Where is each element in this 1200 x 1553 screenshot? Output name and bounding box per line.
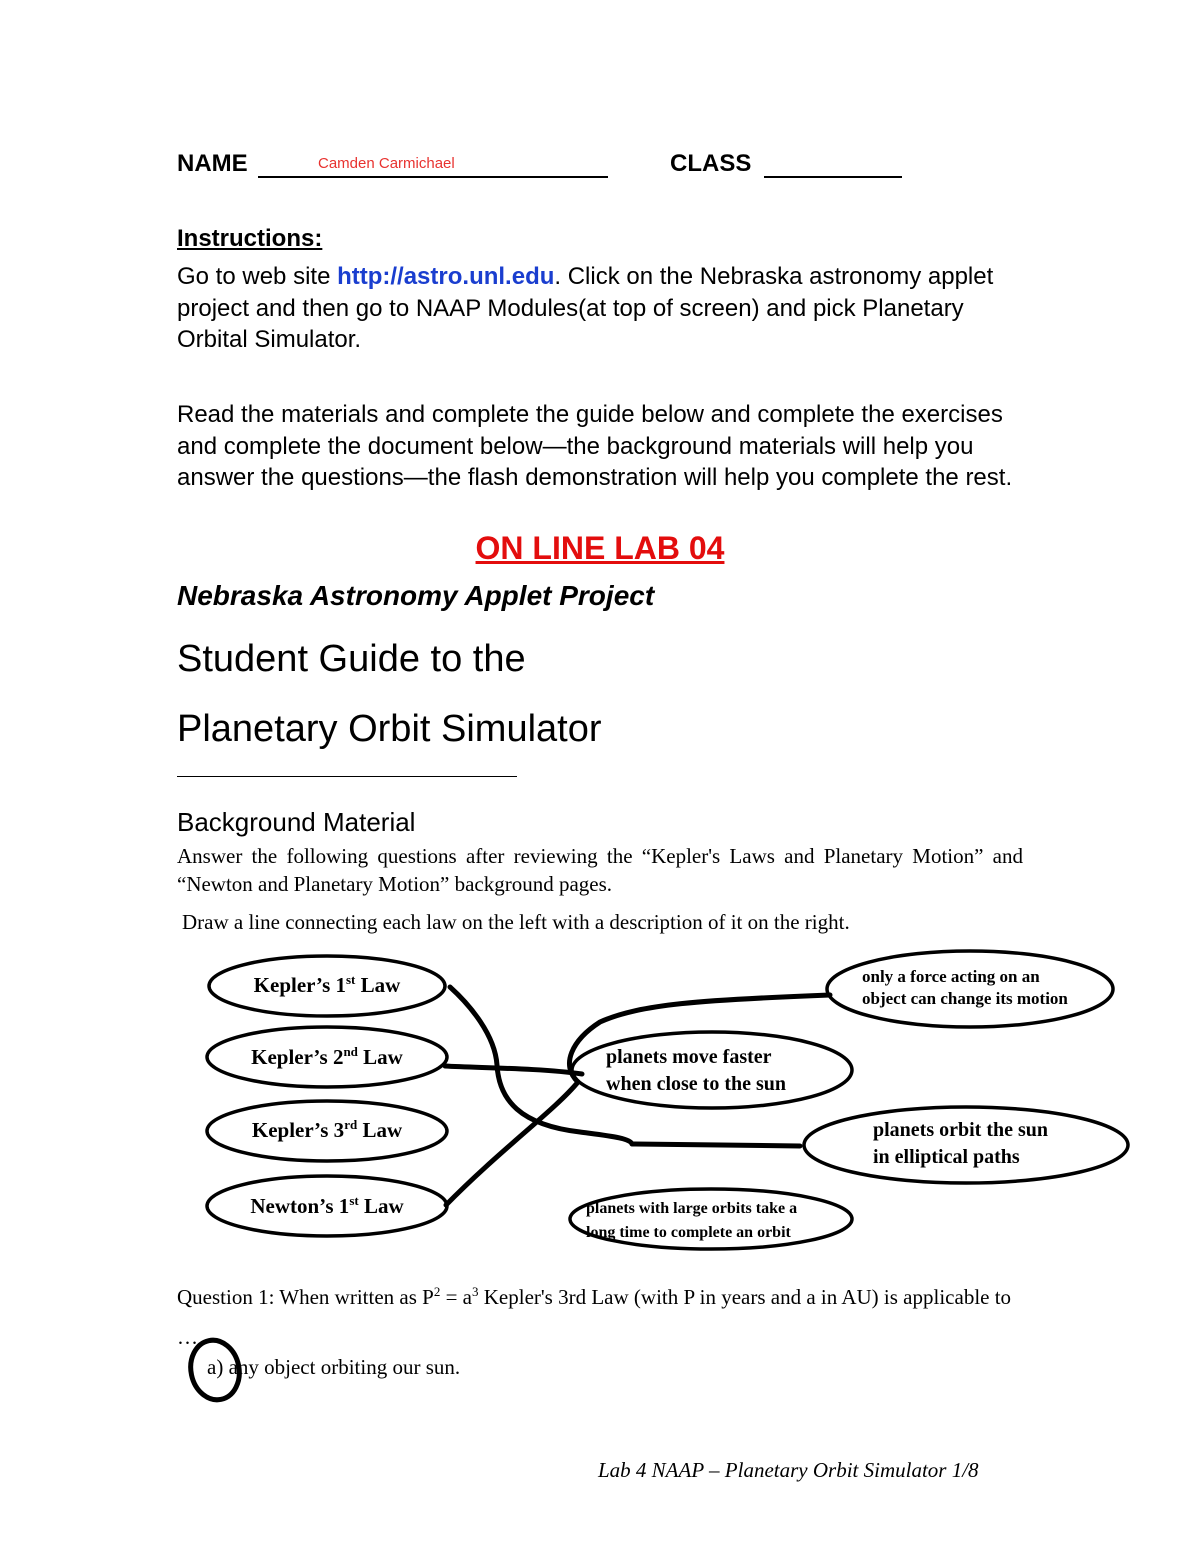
q1-pre: Question 1: When written as P (177, 1285, 434, 1309)
instructions-text-start: Go to web site (177, 263, 338, 290)
guide-title-line-1: Student Guide to the (177, 638, 526, 680)
law-kepler-3-prefix: Kepler’s 3 (251, 1118, 345, 1142)
desc-faster-line-2: when close to the sun (606, 1073, 787, 1095)
instructions-text-end: . Click on the Nebraska astronomy applet project and then go to NAAP Modules(at top of screen) and pick Planetary Orbital Simulator. (177, 263, 994, 353)
law-kepler-1-suffix: Law (355, 973, 401, 997)
desc-faster-line-1: planets move faster (606, 1046, 772, 1068)
background-text: Answer the following questions after reviewing the “Kepler's Laws and Planetary Motion” and “Newton and Planetary Motion” background pages. (177, 844, 1023, 896)
page-footer: Lab 4 NAAP – Planetary Orbit Simulator 1/8 (598, 1458, 979, 1482)
law-kepler-2-suffix: Law (357, 1045, 403, 1069)
instructions-paragraph-2: Read the materials and complete the guide below and complete the exercises and complete the document below—the background materials will help you answer the questions—the flash demonstration will help you complete the rest. (177, 401, 1013, 491)
desc-large-orbits-line-1: planets with large orbits take a (586, 1200, 798, 1217)
background-heading: Background Material (177, 807, 416, 837)
name-field[interactable]: Camden Carmichael (318, 155, 455, 172)
law-kepler-3-suffix: Law (357, 1118, 403, 1142)
guide-title-line-2: Planetary Orbit Simulator (177, 708, 602, 750)
lab-title: ON LINE LAB 04 (475, 530, 725, 566)
desc-elliptical-line-1: planets orbit the sun (873, 1119, 1049, 1141)
law-kepler-2-sup: nd (343, 1044, 358, 1059)
q1-sup-2: 3 (472, 1284, 479, 1299)
desc-force-line-2: object can change its motion (862, 989, 1068, 1008)
q1-mid: = a (440, 1285, 473, 1309)
desc-elliptical-line-2: in elliptical paths (873, 1146, 1020, 1168)
law-kepler-3-sup: rd (344, 1117, 358, 1132)
answer-circle-mark (185, 1336, 244, 1405)
law-kepler-2-prefix: Kepler’s 2 (251, 1045, 344, 1069)
law-kepler-1-prefix: Kepler’s 1 (253, 973, 346, 997)
q1-post: Kepler's 3rd Law (with P in years and a in AU) is applicable to … (177, 1285, 1012, 1349)
law-newton-1-sup: st (349, 1193, 359, 1208)
name-label: NAME (177, 150, 248, 177)
desc-force-line-1: only a force acting on an (862, 967, 1040, 986)
law-newton-1-suffix: Law (358, 1194, 404, 1218)
draw-instruction: Draw a line connecting each law on the left with a description of it on the right. (182, 910, 850, 934)
law-kepler-1-sup: st (346, 972, 356, 987)
q1-sup-1: 2 (433, 1284, 441, 1299)
class-label: CLASS (670, 150, 752, 177)
instructions-heading: Instructions: (177, 225, 323, 252)
answer-a-text: any object orbiting our sun. (223, 1355, 461, 1379)
law-newton-1-prefix: Newton’s 1 (250, 1194, 350, 1218)
answer-a-label: a) (207, 1355, 224, 1379)
project-title: Nebraska Astronomy Applet Project (177, 580, 655, 611)
astro-link[interactable]: http://astro.unl.edu (337, 263, 555, 290)
desc-large-orbits-line-2: long time to complete an orbit (586, 1224, 791, 1241)
